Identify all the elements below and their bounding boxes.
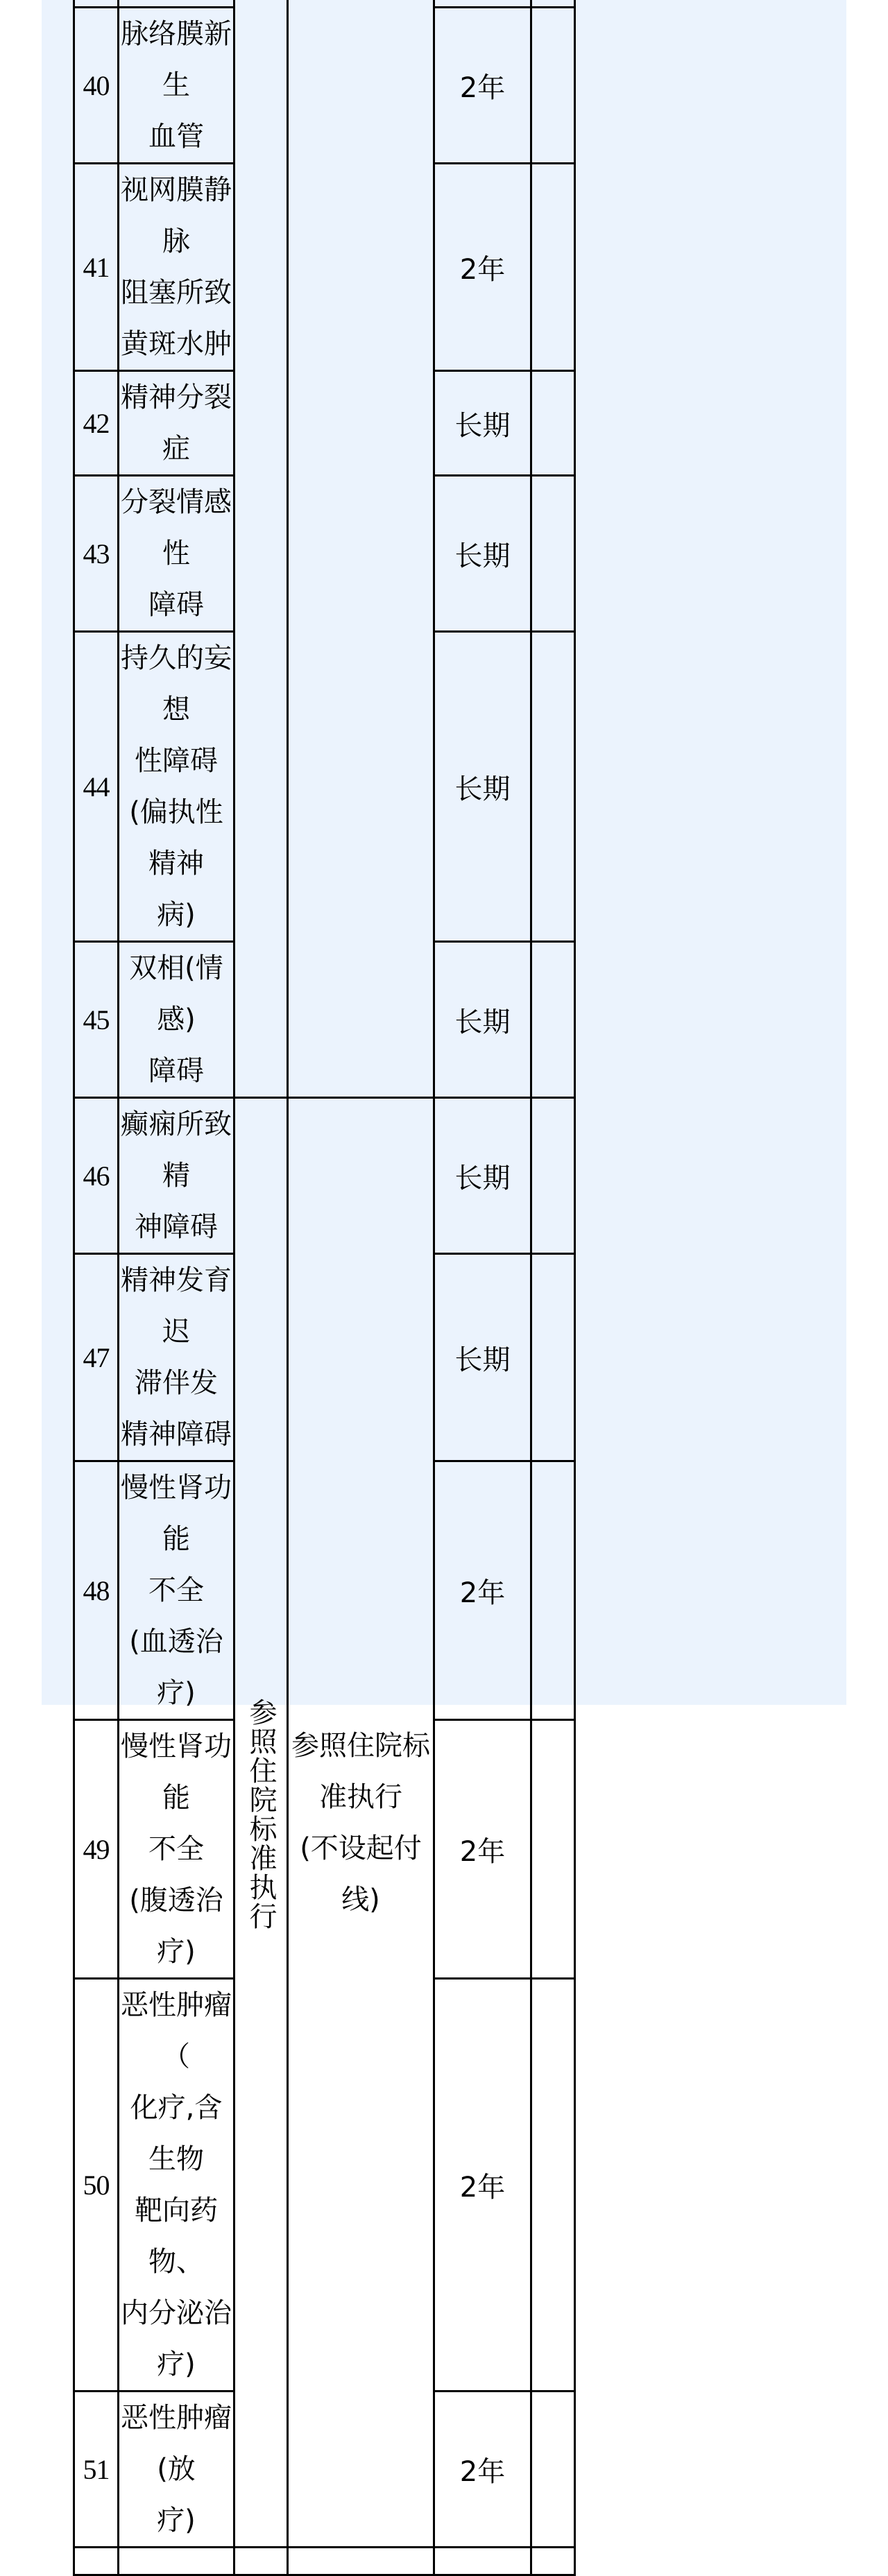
row-number: 48	[74, 1461, 119, 1720]
row-number: 40	[74, 8, 119, 164]
payment-standard-text	[288, 2548, 434, 2575]
disease-name	[119, 0, 234, 8]
disease-name: 癫痫所致精 神障碍	[119, 1098, 234, 1254]
validity-term: 长期	[434, 1098, 531, 1254]
disease-name: 恶性肿瘤(放 疗)	[119, 2392, 234, 2548]
remarks-cell	[531, 1720, 575, 1979]
validity-term: 长期	[434, 942, 531, 1098]
remarks-cell	[531, 1098, 575, 1254]
validity-term: 长期	[434, 632, 531, 942]
table-row	[74, 0, 575, 8]
disease-name: 脉络膜新生 血管	[119, 8, 234, 164]
remarks-cell	[531, 164, 575, 371]
row-number: 41	[74, 164, 119, 371]
row-number: 46	[74, 1098, 119, 1254]
validity-term: 2年	[434, 1979, 531, 2392]
chronic-disease-table	[73, 0, 576, 2576]
row-number: 49	[74, 1720, 119, 1979]
payment-standard-vertical-label: 参照住院标准执行	[234, 1098, 288, 2548]
row-number: 47	[74, 1254, 119, 1461]
disease-name: 慢性肾功能 不全 (血透治疗)	[119, 1461, 234, 1720]
remarks-cell	[531, 942, 575, 1098]
row-number: 42	[74, 371, 119, 476]
disease-name: 精神发育迟 滞伴发 精神障碍	[119, 1254, 234, 1461]
remarks-cell	[531, 8, 575, 164]
validity-term: 2年	[434, 1461, 531, 1720]
row-number: 45	[74, 942, 119, 1098]
validity-term	[434, 2548, 531, 2575]
validity-term: 2年	[434, 1720, 531, 1979]
table-row	[74, 1098, 575, 1254]
group-a-standard-cell	[288, 0, 434, 1098]
validity-term: 2年	[434, 164, 531, 371]
remarks-cell	[531, 1461, 575, 1720]
row-number: 44	[74, 632, 119, 942]
validity-term	[434, 0, 531, 8]
remarks-cell	[531, 1979, 575, 2392]
disease-name: 精神分裂症	[119, 371, 234, 476]
validity-term: 2年	[434, 2392, 531, 2548]
disease-name: 双相(情感) 障碍	[119, 942, 234, 1098]
disease-name: 分裂情感性 障碍	[119, 476, 234, 632]
payment-standard-text: 参照住院标准执行 (不设起付线)	[288, 1098, 434, 2548]
remarks-cell	[531, 632, 575, 942]
remarks-cell	[531, 1254, 575, 1461]
row-number: 51	[74, 2392, 119, 2548]
remarks-cell	[531, 476, 575, 632]
payment-standard-vertical-label	[234, 2548, 288, 2575]
row-number: 43	[74, 476, 119, 632]
row-number: 50	[74, 1979, 119, 2392]
remarks-cell	[531, 371, 575, 476]
disease-name	[119, 2548, 234, 2575]
validity-term: 长期	[434, 371, 531, 476]
validity-term: 长期	[434, 1254, 531, 1461]
row-number	[74, 0, 119, 8]
validity-term: 长期	[434, 476, 531, 632]
row-number	[74, 2548, 119, 2575]
validity-term: 2年	[434, 8, 531, 164]
disease-name: 慢性肾功能 不全 (腹透治疗)	[119, 1720, 234, 1979]
remarks-cell	[531, 2392, 575, 2548]
disease-name: 视网膜静脉 阻塞所致 黄斑水肿	[119, 164, 234, 371]
remarks-cell	[531, 0, 575, 8]
page-background	[42, 0, 846, 2536]
remarks-cell	[531, 2548, 575, 2575]
disease-name: 恶性肿瘤（ 化疗,含生物 靶向药物、 内分泌治疗)	[119, 1979, 234, 2392]
table-row	[74, 2548, 575, 2575]
disease-name: 持久的妄想 性障碍 (偏执性精神 病)	[119, 632, 234, 942]
group-a-payment-cell	[234, 0, 288, 1098]
